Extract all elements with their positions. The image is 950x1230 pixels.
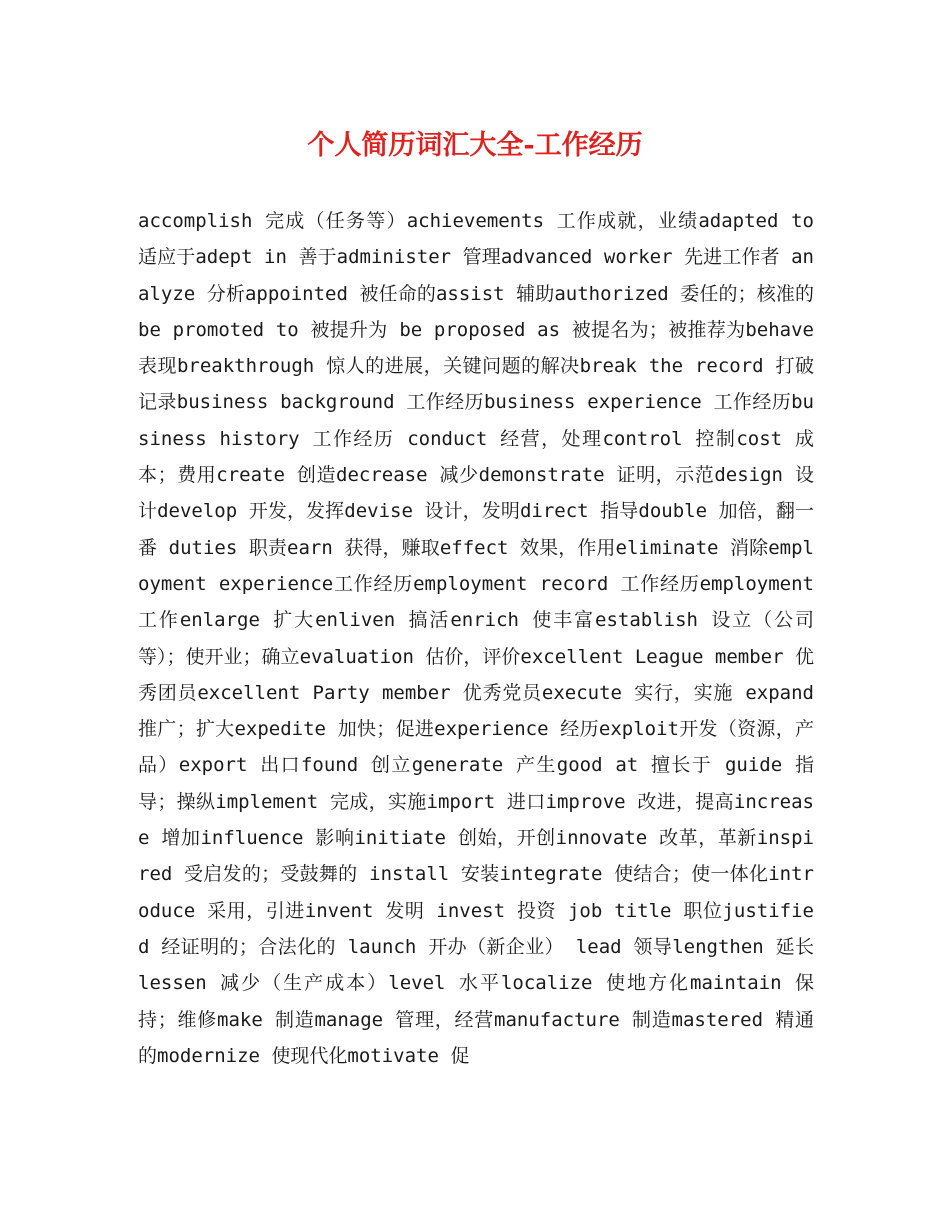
body-paragraph: accomplish 完成（任务等）achievements 工作成就，业绩adapted to 适应于adept in 善于administer 管理advanced worker 先进工作者 analyze 分析appointed 被任命的assist 辅助authorized 委任的；核准的 be promoted to 被提升为 be proposed as 被提名为；被推荐为behave 表现breakthrough 惊人的进展，关键问题的解决break the record 打破记录business background 工作经历business experience 工作经历business history 工作经历 conduct 经营，处理control 控制cost 成本；费用create 创造decrease 减少demonstrate 证明，示范design 设计develop 开发，发挥devise 设计，发明direct 指导double 加倍，翻一番 duties 职责earn 获得，赚取effect 效果，作用eliminate 消除employment experience工作经历employment record 工作经历employment 工作enlarge 扩大enliven 搞活enrich 使丰富establish 设立（公司等）；使开业；确立evaluation 估价，评价excellent League member 优秀团员excellent Party member 优秀党员execute 实行，实施 expand 推广；扩大expedite 加快；促进experience 经历exploit开发（资源，产品）export 出口found 创立generate 产生good at 擅长于 guide 指导；操纵implement 完成，实施import 进口improve 改进，提高increase 增加influence 影响initiate 创始，开创innovate 改革，革新inspired 受启发的；受鼓舞的 install 安装integrate 使结合；使一体化introduce 采用，引进invent 发明 invest 投资 job title 职位justified 经证明的；合法化的 launch 开办（新企业） lead 领导lengthen 延长lessen 减少（生产成本）level 水平localize 使地方化maintain 保持；维修make 制造manage 管理，经营manufacture 制造mastered 精通的modernize 使现代化motivate 促: [138, 210, 814, 1067]
page-title: 个人简历词汇大全-工作经历: [307, 130, 643, 161]
